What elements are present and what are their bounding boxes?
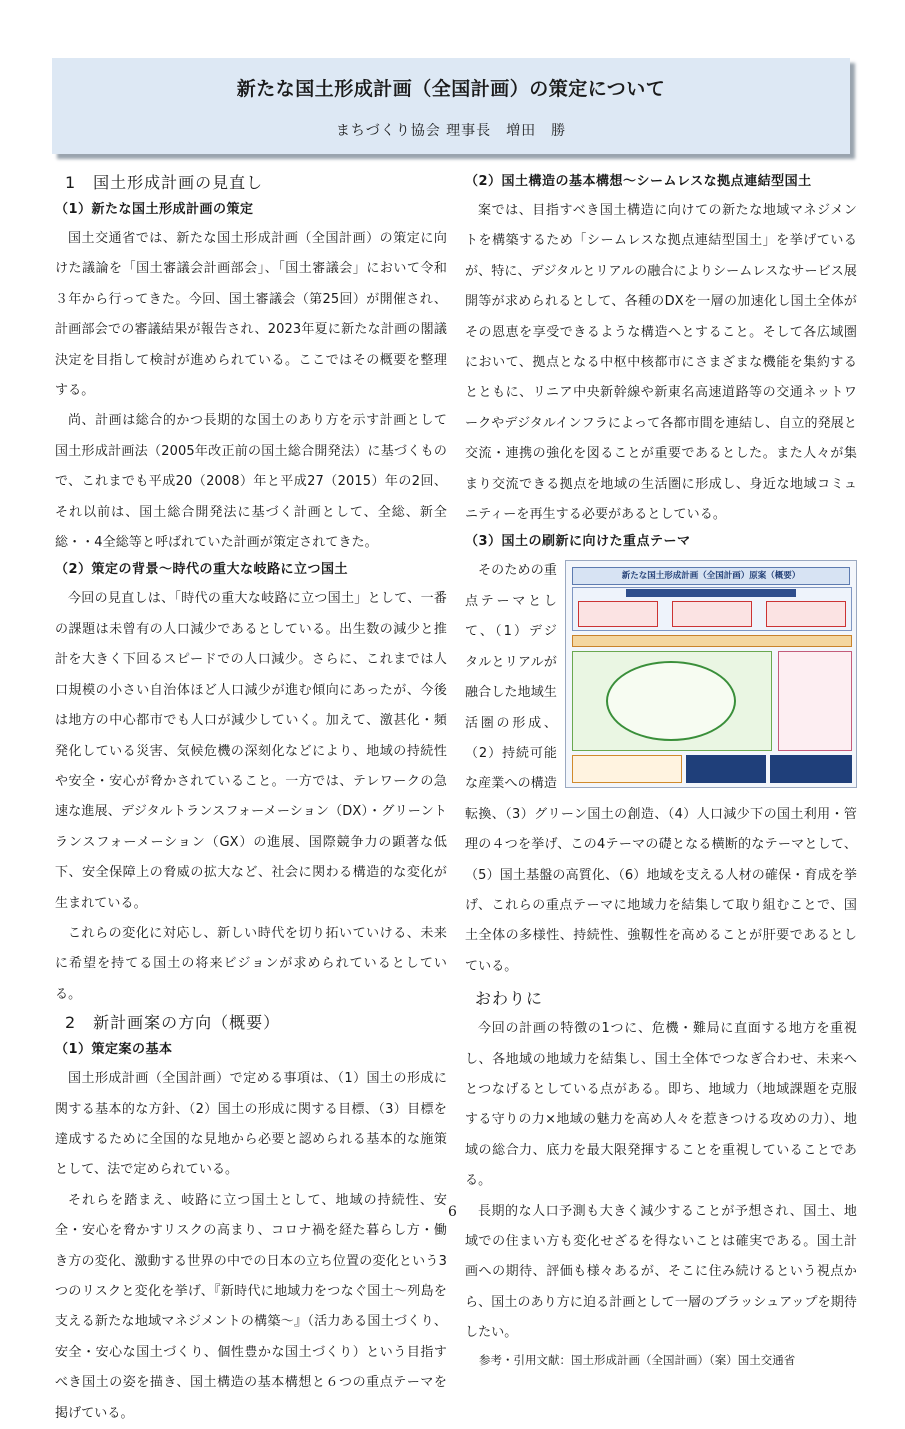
paragraph: 国土形成計画（全国計画）で定める事項は、（1）国土の形成に関する基本的な方針、（2）国土の形成に関する目標、（3）目標を達成するために全国的な見地から必要と認められる基本的な施策として、法で定められている。 [55, 1071, 447, 1178]
paragraph: 今回の計画の特徴の1つに、危機・難局に直面する地方を重視し、各地域の地域力を結集し、国土全体でつなぎ合わせ、未来へとつなげるとしている点がある。即ち、地域力（地域課題を克服する守りの力×地域の魅力を高め人々を惹きつける攻めの力）、地域の総合力、底力を最大限発揮することを重視していることである。 [465, 1021, 857, 1189]
figure-theme-circle [606, 661, 736, 741]
section-heading: おわりに [475, 989, 544, 1009]
paragraph: 尚、計画は総合的かつ長期的な国土のあり方を示す計画として国土形成計画法（2005年改正前の国土総合開発法）に基づくもので、これまでも平成20（2008）年と平成27（2015）年の2回、それ以前は、国土総合開発法に基づく計画として、全総、新全総・・4全総等と呼ばれていた計画が策定されてきた。 [55, 413, 447, 551]
subsection-heading: （3）国土の刷新に向けた重点テーマ [465, 534, 691, 550]
subsection-heading: （2）国土構造の基本構想～シームレスな拠点連結型国土 [465, 174, 812, 189]
figure-vision-band [626, 589, 796, 597]
plan-overview-figure [565, 560, 857, 788]
figure-goal-box [672, 601, 752, 627]
author-line: まちづくり協会 理事長 増田 勝 [335, 123, 567, 139]
figure-structure-band [572, 635, 852, 647]
figure-goal-box [578, 601, 658, 627]
page-title: 新たな国土形成計画（全国計画）の策定について [236, 78, 666, 100]
reference-note: 参考・引用文献：国土形成計画（全国計画）（案）国土交通省 [479, 1352, 796, 1367]
theme-block [465, 556, 857, 982]
subsection-heading: （1）新たな国土形成計画の策定 [55, 202, 254, 217]
paragraph: 案では、目指すべき国土構造に向けての新たな地域マネジメントを構築するため「シームレスな拠点連結型国土」を挙げているが、特に、デジタルとリアルの融合によりシームレスなサービス展開等が求められるとして、各種のDXを一層の加速化し国土全体がその恩恵を享受できるような構造へとすること。そして各広域圏において、拠点となる中枢中核都市にさまざまな機能を集約するとともに、リニア中央新幹線や新東名高速道路等の交通ネットワークやデジタルインフラによって各都市間を連結し、自立的発展と交流・連携の強化を図ることが重要であるとした。また人々が集まり交流できる拠点を地域の生活圏に形成し、身近な地域コミュニティーを再生する必要があるとしている。 [465, 203, 857, 523]
figure-footer-box [686, 755, 766, 783]
paragraph: 今回の見直しは、「時代の重大な岐路に立つ国土」として、一番の課題は未曾有の人口減少であるとしている。出生数の減少と推計を大きく下回るスピードでの人口減少。さらに、これまでは人口規模の小さい自治体ほど人口減少が進む傾向にあったが、今後は地方の中心都市でも人口が減少していく。加えて、激甚化・頻発化している災害、気候危機の深刻化などにより、地域の持続性や安全・安心が脅かされていること。一方では、テレワークの急速な進展、デジタルトランスフォーメーション（DX）・グリーントランスフォーメーション（GX）の進展、国際競争力の顕著な低下、安全保障上の脅威の拡大など、社会に関わる構造的な変化が生まれている。 [55, 591, 447, 911]
figure-footer-box [770, 755, 852, 783]
figure-goal-box [766, 601, 846, 627]
subsection-heading: （1）策定案の基本 [55, 1042, 173, 1058]
paragraph: これらの変化に対応し、新しい時代を切り拓いていける、未来に希望を持てる国土の将来ビジョンが求められているとしている。 [55, 925, 447, 1002]
paragraph: 国土交通省では、新たな国土形成計画（全国計画）の策定に向けた議論を「国土審議会計画部会」、「国土審議会」において令和３年から行ってきた。今回、国土審議会（第25回）が開催され、計画部会での審議結果が報告され、2023年夏に新たな計画の閣議決定を目指して検討が進められている。ここではその概要を整理する。 [55, 231, 447, 399]
paragraph: 長期的な人口予測も大きく減少することが予想され、国土、地域での住まい方も変化せざるを得ないことは確実である。国土計画への期待、評価も様々あるが、そこに住み続けるという視点から、国土のあり方に迫る計画として一層のブラッシュアップを期待したい。 [465, 1203, 857, 1341]
paragraph: そのための重点テーマとして、（1）デジタルとリアルが融合した地域生活圏の形成、（2）持続可能な産業への構造転換、（3）グリーン国土の創造、（4）人口減少下の国土利用・管理の４つを挙げ、この4テーマの礎となる横断的なテーマとして、（5）国土基盤の高質化、（6）地域を支える人材の確保・育成を挙げ、これらの重点テーマに地域力を結集して取り組むことで、国土全体の多様性、持続性、強靱性を高めることが肝要であるとしている。 [465, 563, 857, 974]
figure-side-box [778, 651, 852, 751]
section-heading: 2 新計画案の方向（概要） [65, 1013, 281, 1033]
page-number: 6 [448, 1204, 457, 1220]
figure-title: 新たな国土形成計画（全国計画）原案（概要） [572, 567, 850, 585]
paragraph: それらを踏まえ、岐路に立つ国土として、地域の持続性、安全・安心を脅かすリスクの高まり、コロナ禍を経た暮らし方・働き方の変化、激動する世界の中での日本の立ち位置の変化という3つのリスクと変化を挙げ、『新時代に地域力をつなぐ国土～列島を支える新たな地域マネジメントの構築～』（活力ある国土づくり、安全・安心な国土づくり、個性豊かな国土づくり）という目指すべき国土の姿を描き、国土構造の基本構想と６つの重点テーマを掲げている。 [55, 1192, 447, 1421]
section-heading: 1 国土形成計画の見直し [65, 173, 264, 192]
figure-footer-box [572, 755, 682, 783]
right-column [465, 170, 857, 1371]
subsection-heading: （2）策定の背景～時代の重大な岐路に立つ国土 [55, 562, 349, 578]
title-banner [52, 58, 850, 154]
left-column [55, 170, 447, 1429]
